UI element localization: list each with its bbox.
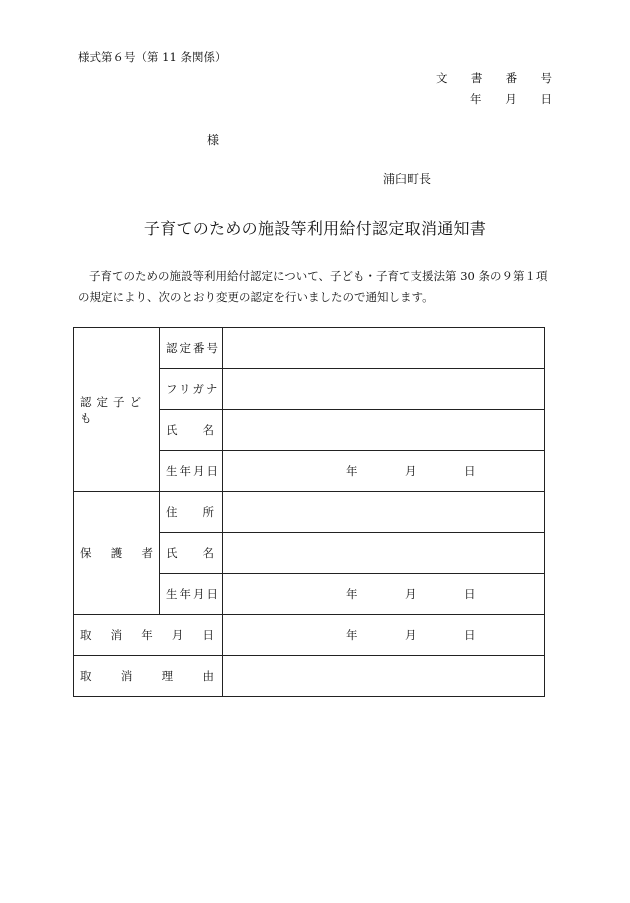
child-birth-date-value[interactable] bbox=[223, 451, 545, 492]
guardian-birth-date-label: 生年月日 bbox=[160, 574, 223, 615]
day-unit: 日 bbox=[464, 587, 476, 601]
doc-number-char: 番 bbox=[505, 71, 518, 85]
name-char: 名 bbox=[202, 423, 214, 437]
month-unit: 月 bbox=[405, 464, 417, 478]
guardian-name-label bbox=[160, 533, 223, 574]
cert-number-label: 認定番号 bbox=[160, 328, 223, 369]
table-row bbox=[74, 492, 545, 533]
table-row bbox=[74, 328, 545, 369]
cancel-date-char: 年 bbox=[141, 628, 153, 642]
cancel-date-label bbox=[74, 615, 223, 656]
address-char: 所 bbox=[202, 505, 214, 519]
cancel-date-char: 消 bbox=[110, 628, 123, 642]
table-row bbox=[74, 615, 545, 656]
cancel-date-char: 日 bbox=[202, 628, 214, 642]
address-char: 住 bbox=[166, 505, 178, 519]
cancel-reason-char: 理 bbox=[161, 669, 174, 683]
cancel-reason-char: 由 bbox=[202, 669, 214, 683]
document-title: 子育てのための施設等利用給付認定取消通知書 bbox=[143, 219, 487, 238]
date-month-unit: 月 bbox=[505, 92, 517, 106]
child-name-label bbox=[160, 410, 223, 451]
cert-number-value[interactable] bbox=[223, 328, 545, 369]
form-number: 様式第６号（第 11 条関係） bbox=[78, 50, 227, 64]
day-unit: 日 bbox=[464, 628, 476, 642]
guardian-name-value[interactable] bbox=[223, 533, 545, 574]
cancel-reason-char: 消 bbox=[120, 669, 133, 683]
guardian-char: 者 bbox=[141, 546, 153, 560]
child-birth-date-label: 生年月日 bbox=[160, 451, 223, 492]
doc-number-char: 文 bbox=[436, 71, 448, 85]
name-char: 氏 bbox=[166, 546, 178, 560]
guardian-char: 護 bbox=[110, 546, 123, 560]
day-unit: 日 bbox=[464, 464, 476, 478]
cancel-date-char: 月 bbox=[171, 628, 184, 642]
cancel-reason-char: 取 bbox=[80, 669, 92, 683]
cancel-date-value[interactable] bbox=[223, 615, 545, 656]
notice-form-table bbox=[73, 327, 545, 697]
name-char: 氏 bbox=[166, 423, 178, 437]
doc-number-char: 書 bbox=[470, 71, 483, 85]
document-number-label bbox=[436, 70, 552, 86]
doc-number-char: 号 bbox=[540, 71, 552, 85]
year-unit: 年 bbox=[346, 628, 358, 642]
issuer-name: 浦臼町長 bbox=[383, 172, 432, 186]
date-year-unit: 年 bbox=[470, 92, 482, 106]
addressee-honorific: 様 bbox=[207, 133, 220, 147]
guardian-birth-date-value[interactable] bbox=[223, 574, 545, 615]
guardian-address-label bbox=[160, 492, 223, 533]
year-unit: 年 bbox=[346, 464, 358, 478]
table-row bbox=[74, 656, 545, 697]
month-unit: 月 bbox=[405, 587, 417, 601]
furigana-value[interactable] bbox=[223, 369, 545, 410]
cancel-date-char: 取 bbox=[80, 628, 92, 642]
guardian-char: 保 bbox=[80, 546, 92, 560]
name-char: 名 bbox=[202, 546, 214, 560]
cancel-reason-value[interactable] bbox=[223, 656, 545, 697]
child-name-value[interactable] bbox=[223, 410, 545, 451]
month-unit: 月 bbox=[405, 628, 417, 642]
furigana-label: フリガナ bbox=[160, 369, 223, 410]
cancel-reason-label bbox=[74, 656, 223, 697]
year-unit: 年 bbox=[346, 587, 358, 601]
notice-body-text: 子育てのための施設等利用給付認定について、子ども・子育て支援法第 30 条の９第１項の規定により、次のとおり変更の認定を行いましたので通知します。 bbox=[78, 269, 548, 304]
document-date-label bbox=[470, 91, 552, 107]
child-group-label: 認定子ども bbox=[74, 328, 160, 492]
guardian-address-value[interactable] bbox=[223, 492, 545, 533]
date-day-unit: 日 bbox=[540, 92, 552, 106]
guardian-group-label bbox=[74, 492, 160, 615]
